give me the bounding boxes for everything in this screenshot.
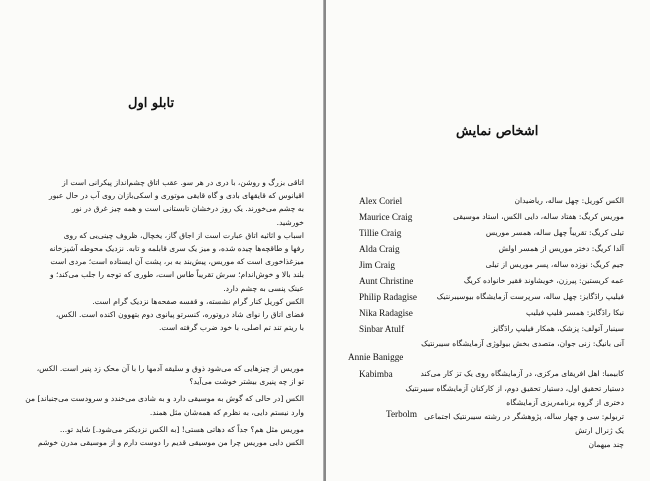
text-line: رفها و طاقچه‌ها چیده شده، و میز یک سری قابلمه و تابه. نزدیک محوطه آشپزخانه: [49, 244, 304, 254]
cast-name: Sinbar Atulf: [359, 324, 405, 334]
cast-description: فیلیپ رادَگایز: چهل ساله، سرپرست آزمایشگاه بیوسیبرنتیک: [436, 292, 624, 301]
text-line: با ریتم تند تم اصلی، با خود ضرب گرفته است.: [158, 323, 304, 333]
cast-description: آلدا کریگ: دختر موریس از همسر اولش: [498, 244, 624, 253]
cast-name: Maurice Craig: [359, 212, 413, 222]
text-line: به چشم می‌خورند. یک روز درخشان تابستانی است و همه چیز غرق در نور: [71, 204, 304, 214]
cast-description: سینبار آتولف: پزشک، همکار فیلیپ رادَگایز: [491, 324, 624, 333]
cast-description: چند میهمان: [588, 440, 624, 449]
text-line: اتاقی بزرگ و روشن، با دری در هر سو. عقب اتاق چشم‌انداز پیکرانی است از: [62, 178, 304, 187]
cast-description: الکس کوریل: چهل ساله، ریاضیدان: [514, 196, 624, 205]
dialogue-line: موریس مثل هم؟ جداً که دهاتی هستی! [به الکس نزدیکتر می‌شود.] شاید تو...: [59, 424, 304, 434]
cast-name: Philip Radagise: [359, 292, 417, 302]
cast-description: دختری از گروه برنامه‌ریزی آزمایشگاه: [506, 398, 624, 407]
cast-description: جیم کریگ: نوزده ساله، پسر موریس از تیلی: [485, 260, 624, 269]
dialogue: [20, 362, 304, 449]
dialogue-line: موریس از چیزهایی که می‌شود ذوق و سلیقه آدمها را با آن محک زد پنیر است. الکس،: [36, 364, 304, 373]
cast-description: موریس کریگ: هفتاد ساله، دایی الکس، استاد موسیقی: [453, 212, 624, 221]
dialogue-line: تو از چه پنیری بیشتر خوشت می‌آید؟: [189, 377, 304, 387]
cast-name: Aunt Christine: [359, 276, 414, 286]
cast-description: کابیمبا: اهل افریقای مرکزی، در آزمایشگاه روی یک تز کار می‌کند: [420, 369, 624, 378]
cast-name: Tillie Craig: [359, 228, 402, 238]
cast-name: Nika Radagise: [359, 308, 413, 318]
dialogue-line: وارد نیستم دایی، به نظرم که همه‌شان مثل همند.: [149, 407, 304, 417]
cast-description: تیلی کریگ: تقریباً چهل ساله، همسر موریس: [485, 228, 624, 237]
right-page: [326, 0, 650, 481]
cast-name: Terbolm: [386, 409, 417, 419]
text-line: فضای اتاق را نوای شاد دروتوره، کنسرتو پیانوی دوم بتهوون اکنده است. الکس،: [55, 310, 304, 320]
text-line: عینک پنسی به چشم دارد.: [223, 283, 304, 293]
text-line: الکس کوریل کنار گرام نشسته، و قفسه صفحه‌ها نزدیک گرام است.: [92, 296, 304, 306]
dialogue-line: الکس دایی موریس چرا من موسیقی قدیم را دوست دارم و از موسیقی مدرن خوشم: [37, 438, 304, 448]
cast-description: عمه کریستین: پیرزن، خویشاوند فقیر خانواده کریگ: [463, 276, 624, 285]
cast-description: دستیار تحقیق اول، دستیار تحقیق دوم، از کارکنان آزمایشگاه سیبرنتیک: [405, 384, 624, 393]
cast-title: اشخاص نمایش: [456, 124, 539, 139]
cast-name: Annie Banigge: [348, 352, 404, 362]
stage-directions: [20, 176, 304, 334]
dialogue-line: الکس [در حالی که گوش به موسیقی دارد و به شادی می‌خندد و سرودست می‌جنباند] من: [25, 394, 304, 404]
cast-description: نیکا رادَگایز: همسر فلیپ فیلیپ: [526, 308, 624, 317]
text-line: اقیانوس که قایقهای بادی و گاه قایقی موتوری و اسکی‌بازان روی آب در حال عبور: [49, 191, 304, 201]
cast-description: یک ژنرال ارتش: [575, 426, 624, 435]
cast-description: آنی بانیگ: زنی جوان، متصدی بخش بیولوژی آزمایشگاه سیبرنتیک: [421, 339, 624, 348]
cast-name: Alda Craig: [359, 244, 400, 254]
left-page: [0, 0, 324, 481]
text-line: میزغذاخوری است که موریس، پیش‌بند به بر، پشت آن ایستاده است؛ مردی است: [50, 257, 304, 267]
text-line: بلند بالا و خوش‌اندام؛ سرش تقریباً طاس است، طوری که توجه را جلب می‌کند؛ و: [49, 270, 304, 280]
text-line: اسباب و اثاثیه اتاق عبارت است از اجاق گاز، یخچال، ظروف چینی‌یی که روی: [63, 230, 304, 240]
cast-description: تربولم: سی و چهار ساله، پژوهشگر در رشته سیبرنتیک اجتماعی: [424, 412, 624, 421]
cast-name: Jim Craig: [359, 260, 395, 270]
text-line: خورشید.: [276, 217, 304, 227]
cast-name: Kabimba: [359, 369, 393, 379]
scene-title: تابلو اول: [128, 96, 175, 111]
cast-name: Alex Coriel: [359, 196, 403, 206]
